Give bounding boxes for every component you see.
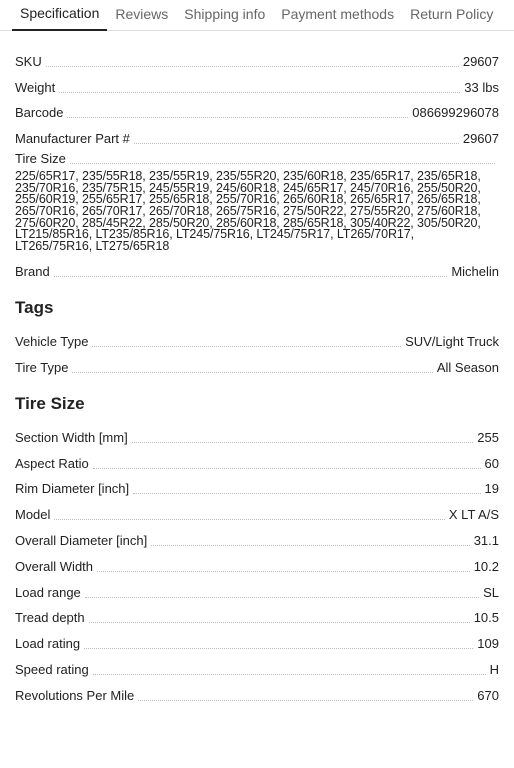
spec-value: 255 — [477, 429, 499, 445]
spec-value: 10.5 — [473, 610, 499, 626]
tags-heading: Tags — [15, 298, 54, 318]
spec-label: Vehicle Type — [15, 334, 89, 350]
tab-shipping-info[interactable]: Shipping info — [184, 6, 266, 22]
tag-row-vehicle-type — [15, 324, 499, 350]
spec-value: 109 — [477, 636, 499, 652]
spec-label: Barcode — [15, 105, 64, 121]
tire-row-overall-diameter — [15, 523, 499, 549]
dotted-leader — [67, 116, 408, 118]
tire-row-tread-depth — [15, 601, 499, 627]
spec-value: 670 — [477, 687, 499, 703]
spec-value: H — [489, 661, 499, 677]
dotted-leader — [84, 647, 473, 649]
dotted-leader — [70, 162, 495, 164]
dotted-leader — [59, 91, 460, 93]
tire-size-attributes — [15, 420, 499, 704]
dotted-leader — [93, 673, 486, 675]
spec-row-barcode — [15, 96, 499, 122]
spec-value: SL — [483, 584, 499, 600]
spec-value: SUV/Light Truck — [405, 334, 499, 350]
spec-row-sku — [15, 44, 499, 70]
tire-size-heading: Tire Size — [15, 393, 85, 413]
spec-value: 19 — [484, 481, 499, 497]
spec-value: All Season — [436, 359, 499, 375]
spec-value: X LT A/S — [448, 507, 499, 523]
spec-label: Load range — [15, 584, 81, 600]
tire-row-rim-diameter — [15, 472, 499, 498]
dotted-leader — [92, 345, 401, 347]
tire-size-list: 225/65R17, 235/55R18, 235/55R19, 235/55R20, 235/60R18, 235/65R17, 235/65R18, 235/70R16, 235/75R15, 245/55R19, 245/60R18, 245/65R17, 245/70R16, 255/50R20, 255/60R19, 255/65R17, 255/65R18, 255/70R16, 265/60R18, 265/65R17, 265/65R18, 265/70R16, 265/70R17, 265/70R18, 265/75R16, 275/50R22, 275/55R20, 275/60R18, 275/60R20, 285/45R22, 285/50R20, 285/60R18, 285/65R18, 305/40R22, 305/50R20, LT215/85R16, LT235/85R16, LT245/75R16, LT245/75R17, LT265/70R17, LT265/75R16, LT275/65R18 — [15, 169, 481, 253]
spec-label: Manufacturer Part # — [15, 131, 130, 147]
tab-payment-methods[interactable]: Payment methods — [281, 6, 395, 22]
dotted-leader — [54, 275, 448, 277]
spec-label: Tire Size — [15, 151, 66, 167]
spec-label: Revolutions Per Mile — [15, 687, 135, 703]
dotted-leader — [138, 699, 473, 701]
tag-row-tire-type — [15, 350, 499, 376]
tire-row-aspect-ratio — [15, 446, 499, 472]
dotted-leader — [133, 492, 480, 494]
tire-row-load-rating — [15, 626, 499, 652]
spec-value: 29607 — [462, 131, 499, 147]
tags-list — [15, 324, 499, 376]
spec-label: Section Width [mm] — [15, 429, 128, 445]
spec-value: 33 lbs — [464, 79, 499, 95]
tab-specification[interactable]: Specification — [12, 5, 107, 31]
tab-reviews[interactable]: Reviews — [115, 6, 169, 22]
spec-row-weight — [15, 70, 499, 96]
tire-row-model — [15, 497, 499, 523]
spec-label: Aspect Ratio — [15, 455, 89, 471]
dotted-leader — [46, 65, 459, 67]
spec-label: Brand — [15, 264, 50, 280]
dotted-leader — [134, 142, 459, 144]
spec-label: Overall Diameter [inch] — [15, 532, 148, 548]
tab-return-policy[interactable]: Return Policy — [410, 6, 494, 22]
spec-row-brand — [15, 252, 499, 280]
dotted-leader — [72, 371, 432, 373]
spec-label: SKU — [15, 53, 42, 69]
tire-row-revolutions-per-mile — [15, 678, 499, 704]
dotted-leader — [89, 621, 470, 623]
dotted-leader — [151, 544, 469, 546]
tire-row-speed-rating — [15, 652, 499, 678]
dotted-leader — [132, 441, 474, 443]
spec-value: 29607 — [462, 53, 499, 69]
specification-list — [15, 44, 499, 280]
spec-label: Tread depth — [15, 610, 85, 626]
spec-label: Weight — [15, 79, 56, 95]
spec-label: Speed rating — [15, 661, 89, 677]
specification-panel — [0, 44, 514, 704]
tire-row-overall-width — [15, 549, 499, 575]
tire-row-section-width — [15, 420, 499, 446]
spec-label: Rim Diameter [inch] — [15, 481, 130, 497]
spec-value: 31.1 — [473, 532, 499, 548]
spec-value: 60 — [484, 455, 499, 471]
dotted-leader — [85, 596, 479, 598]
spec-value: 086699296078 — [412, 105, 499, 121]
dotted-leader — [54, 518, 444, 520]
spec-label: Model — [15, 507, 51, 523]
spec-value: Michelin — [451, 264, 499, 280]
spec-value: 10.2 — [473, 558, 499, 574]
spec-label: Overall Width — [15, 558, 94, 574]
spec-row-manufacturer-part — [15, 121, 499, 147]
tab-bar — [0, 0, 514, 31]
spec-row-tire-size — [15, 147, 499, 167]
spec-label: Load rating — [15, 636, 81, 652]
tire-row-load-range — [15, 575, 499, 601]
spec-label: Tire Type — [15, 359, 69, 375]
dotted-leader — [93, 467, 481, 469]
dotted-leader — [97, 570, 470, 572]
